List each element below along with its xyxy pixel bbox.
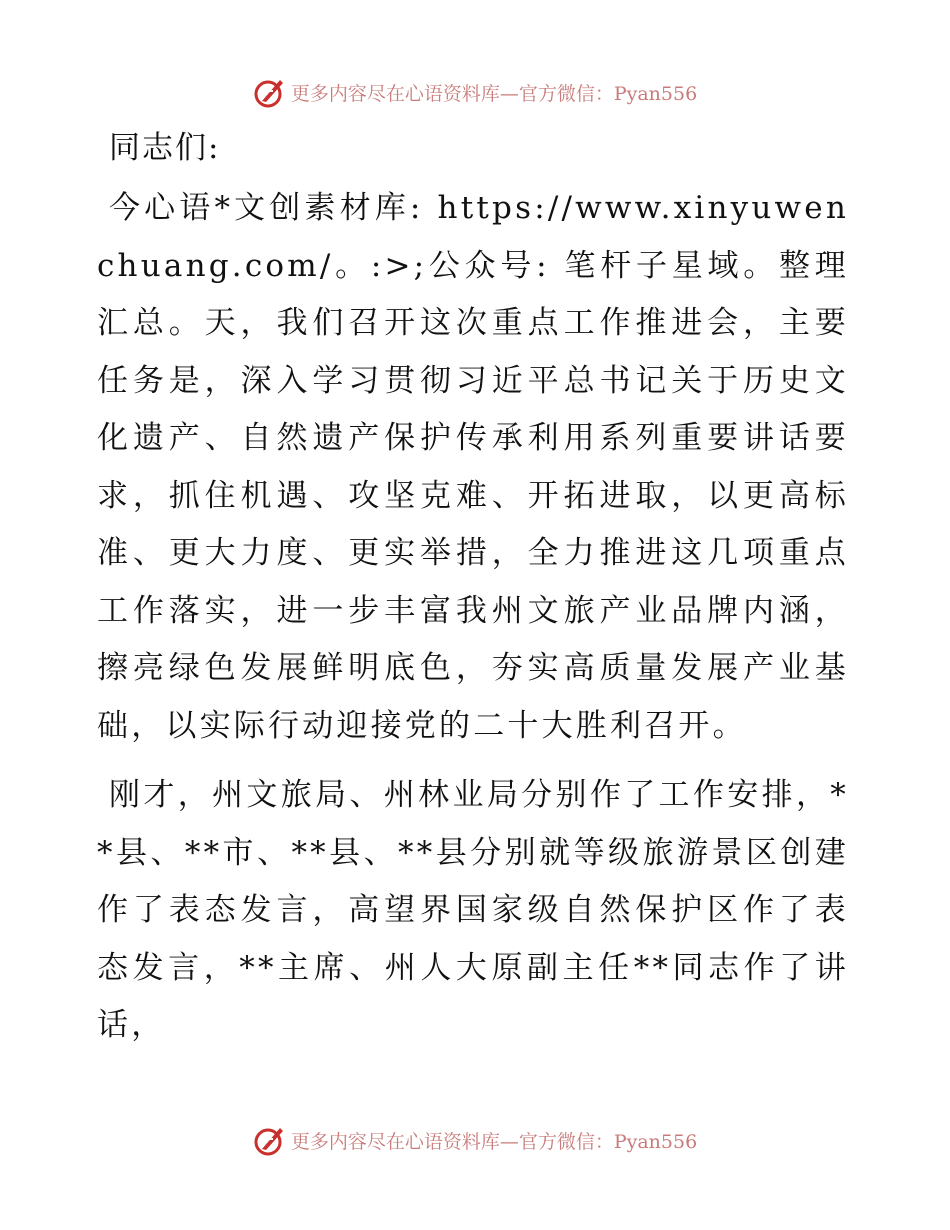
header-banner [0,72,950,112]
quill-logo-icon [253,75,287,109]
paragraph-1: 今心语*文创素材库: https://www.xinyuwenchuang.com/。:>;公众号: 笔杆子星域。整理汇总。天，我们召开这次重点工作推进会，主要任务是，深入学习贯彻习近平总书记关于历史文化遗产、自然遗产保护传承利用系列重要讲话要求，抓住机遇、攻坚克难、开拓进取，以更高标准、更大力度、更实举措，全力推进这几项重点工作落实，进一步丰富我州文旅产业品牌内涵，擦亮绿色发展鲜明底色，夯实高质量发展产业基础，以实际行动迎接党的二十大胜利召开。 [97,190,849,744]
paragraph-2: 刚才，州文旅局、州林业局分别作了工作安排，**县、**市、**县、**县分别就等级旅游景区创建作了表态发言，高望界国家级自然保护区作了表态发言，**主席、州人大原副主任**同志作了讲话， [97,777,849,1043]
document-body [97,128,849,1055]
footer-banner-text: 更多内容尽在心语资料库—官方微信：Pyan556 [290,1130,698,1153]
footer-banner [0,1120,950,1160]
header-banner-text: 更多内容尽在心语资料库—官方微信：Pyan556 [290,82,698,105]
greeting: 同志们: [109,130,221,166]
quill-logo-icon [253,1123,287,1157]
